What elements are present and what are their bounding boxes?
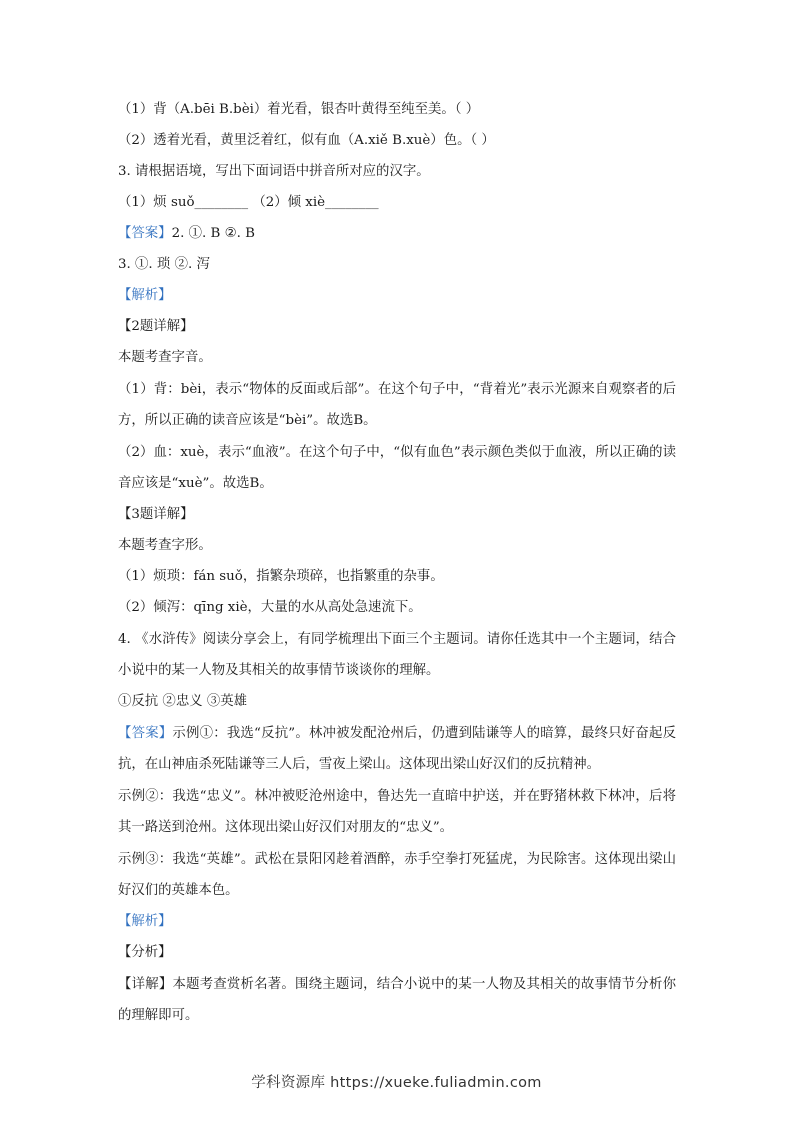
answer-tag: 【答案】 — [118, 726, 173, 741]
question-4-example-3: 示例③：我选“英雄”。武松在景阳冈趁着酒醉，赤手空拳打死猛虎，为民除害。这体现出梁山好汉们的英雄本色。 — [118, 852, 676, 898]
footer-watermark: 学科资源库 https://xueke.fuliadmin.com — [251, 1075, 542, 1091]
analysis-tag: 【解析】 — [118, 914, 172, 929]
question-2-detail-heading: 【2题详解】 — [118, 319, 194, 334]
question-3-prompt: 3. 请根据语境，写出下面词语中拼音所对应的汉字。 — [118, 164, 430, 179]
example-1-text: 示例①：我选“反抗”。林冲被发配沧州后，仍遭到陆谦等人的暗算，最终只好奋起反抗，在山神庙杀死陆谦等三人后，雪夜上梁山。这体现出梁山好汉们的反抗精神。 — [118, 726, 676, 772]
question-2-item-2: （2）透着光看，黄里泛着红，似有血（A.xiě B.xuè）色。（ ） — [118, 133, 495, 148]
detail-explanation — [118, 969, 676, 1031]
question-3-items: （1）烦 suǒ________ （2）倾 xiè________ — [118, 195, 379, 210]
question-3-explanation-2: （2）倾泻：qīng xiè，大量的水从高处急速流下。 — [118, 600, 422, 615]
analysis-heading: 【分析】 — [118, 945, 172, 960]
detail-text: 本题考查赏析名著。围绕主题词，结合小说中的某一人物及其相关的故事情节分析你的理解即可。 — [118, 977, 677, 1023]
question-2-explanation-2: （2）血：xuè，表示“血液”。在这个句子中，“似有血色”表示颜色类似于血液，所以正确的读音应该是“xuè”。故选B。 — [118, 445, 676, 491]
question-3-explanation-1: （1）烦琐：fán suǒ，指繁杂琐碎，也指繁重的杂事。 — [118, 569, 444, 584]
question-4-example-2: 示例②：我选“忠义”。林冲被贬沧州途中，鲁达先一直暗中护送，并在野猪林救下林冲，后将其一路送到沧州。这体现出梁山好汉们对朋友的“忠义”。 — [118, 789, 676, 835]
answer-tag: 【答案】 — [118, 226, 172, 241]
detail-tag: 【详解】 — [118, 977, 173, 992]
answer-line-1 — [118, 224, 678, 244]
question-2-explanation-1: （1）背：bèi，表示“物体的反面或后部”。在这个句子中，“背着光”表示光源来自观察者的后方，所以正确的读音应该是“bèi”。故选B。 — [118, 382, 676, 428]
question-2-item-1: （1）背（A.bēi B.bèi）着光看，银杏叶黄得至纯至美。（ ） — [118, 102, 480, 117]
question-4-options: ①反抗 ②忠义 ③英雄 — [118, 694, 248, 709]
document-body — [118, 100, 678, 1037]
question-4-prompt: 4. 《水浒传》阅读分享会上，有同学梳理出下面三个主题词。请你任选其中一个主题词，结合小说中的某一人物及其相关的故事情节谈谈你的理解。 — [118, 632, 676, 678]
question-2-intro: 本题考查字音。 — [118, 350, 212, 365]
answer-text: 2. ①. B ②. B — [171, 226, 255, 241]
question-3-detail-heading: 【3题详解】 — [118, 507, 194, 522]
analysis-tag: 【解析】 — [118, 288, 172, 303]
question-3-intro: 本题考查字形。 — [118, 538, 212, 553]
answer-line-2: 3. ①. 琐 ②. 泻 — [118, 257, 210, 272]
question-4-example-1 — [118, 718, 676, 780]
